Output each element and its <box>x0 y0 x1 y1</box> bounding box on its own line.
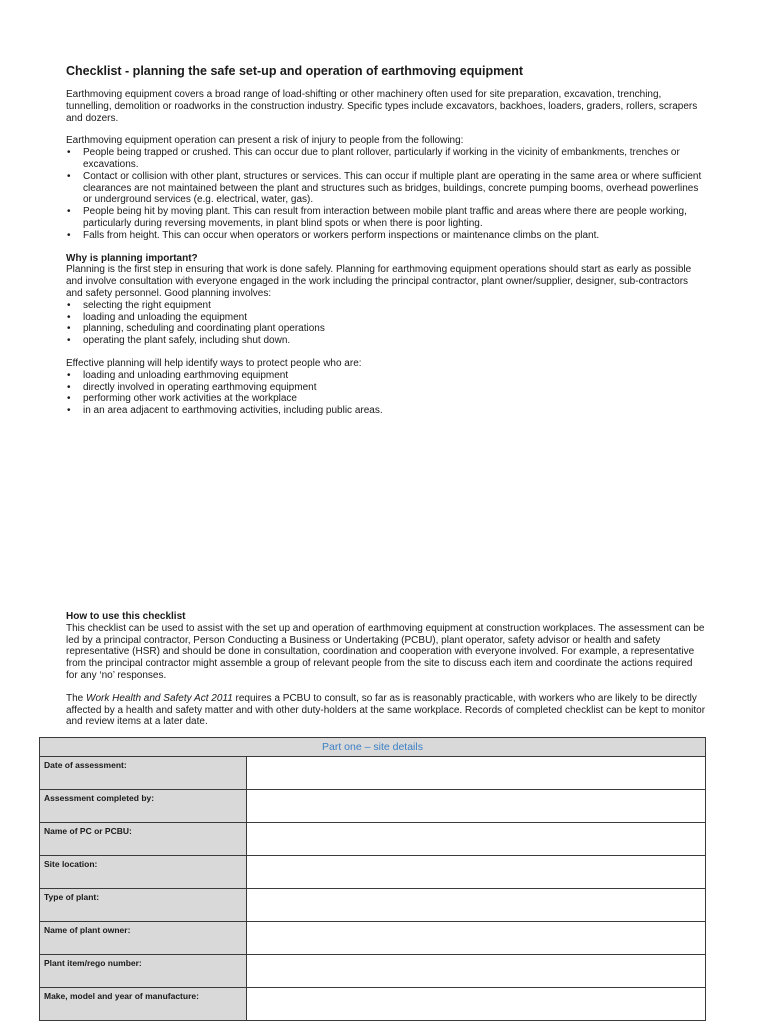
table-row <box>40 757 706 790</box>
row-label: Plant item/rego number: <box>40 955 247 988</box>
list-item: • People being hit by moving plant. This can result from interaction between mobile plant traffic and areas where there are people working, particularly during reversing movements, in plant blind spots or when there is poor lighting. <box>83 206 706 230</box>
protect-list <box>66 370 706 417</box>
table-row <box>40 856 706 889</box>
table-row <box>40 988 706 1021</box>
row-label: Assessment completed by: <box>40 790 247 823</box>
how-paragraph: This checklist can be used to assist with the set up and operation of earthmoving equipment at construction workplaces. The assessment can be led by a principal contractor, Person Conducting a Business or Undertaking (PCBU), plant operator, safety advisor or health and safety representative (HSR) and should be done in consultation, coordination and cooperation with everyone involved. For example, a representative from the principal contractor might assemble a group of relevant people from the site to discuss each item and coordinate the actions required for any ‘no’ responses. <box>66 622 705 681</box>
act-prefix: The <box>66 692 87 704</box>
table-heading: Part one – site details <box>40 738 706 757</box>
row-label: Name of PC or PCBU: <box>40 823 247 856</box>
site-location-field[interactable] <box>247 856 706 889</box>
assessment-completed-by-field[interactable] <box>247 790 706 823</box>
protect-section <box>66 358 706 417</box>
act-title: Work Health and Safety Act 2011 <box>86 692 233 704</box>
list-item: • Contact or collision with other plant, structures or services. This can occur if multiple plant are operating in the same area or where sufficient clearances are not maintained between the plant and structures such as bridges, buildings, concrete pumping booms, overhead powerlines or underground services (e.g. electrical, water, gas). <box>83 171 706 206</box>
why-heading: Why is planning important? <box>66 252 198 264</box>
how-heading: How to use this checklist <box>66 610 186 622</box>
how-section <box>66 611 706 682</box>
row-label: Date of assessment: <box>40 757 247 790</box>
make-model-year-field[interactable] <box>247 988 706 1021</box>
row-label: Site location: <box>40 856 247 889</box>
rego-number-field[interactable] <box>247 955 706 988</box>
planning-list <box>66 300 706 347</box>
plant-owner-field[interactable] <box>247 922 706 955</box>
pc-name-field[interactable] <box>247 823 706 856</box>
type-of-plant-field[interactable] <box>247 889 706 922</box>
act-suffix: requires a PCBU to consult, so far as is reasonably practicable, with workers who are likely to be directly affected by a health and safety matter and with other duty-holders at the same workplace. Records of completed checklist can be kept to monitor and review items at a later date. <box>66 692 706 728</box>
risk-intro: Earthmoving equipment operation can present a risk of injury to people from the following: <box>66 135 464 147</box>
list-item: • Falls from height. This can occur when operators or workers perform inspections or maintenance climbs on the plant. <box>83 230 706 242</box>
act-paragraph <box>66 693 706 728</box>
list-item: • planning, scheduling and coordinating plant operations <box>83 323 706 335</box>
row-label: Make, model and year of manufacture: <box>40 988 247 1021</box>
list-item: • selecting the right equipment <box>83 300 706 312</box>
table-row <box>40 922 706 955</box>
date-of-assessment-field[interactable] <box>247 757 706 790</box>
table-row <box>40 955 706 988</box>
blank-space <box>66 417 706 611</box>
why-paragraph: Planning is the first step in ensuring that work is done safely. Planning for earthmoving equipment operations should start as early as possible and involve consultation with everyone engaged in the work including the principal contractor, plant owner/supplier, designer, sub-contractors and safety personnel. Good planning involves: <box>66 264 692 299</box>
protect-intro: Effective planning will help identify ways to protect people who are: <box>66 357 362 369</box>
row-label: Name of plant owner: <box>40 922 247 955</box>
table-row <box>40 823 706 856</box>
list-item: • performing other work activities at the workplace <box>83 393 706 405</box>
list-item: • operating the plant safely, including shut down. <box>83 335 706 347</box>
table-row <box>40 790 706 823</box>
intro-paragraph: Earthmoving equipment covers a broad range of load-shifting or other machinery often used for site preparation, excavation, trenching, tunnelling, demolition or roadworks in the construction industry. Specific types include excavators, backhoes, loaders, graders, rollers, scrapers and dozers. <box>66 89 698 124</box>
risk-section <box>66 135 706 241</box>
list-item: • People being trapped or crushed. This can occur due to plant rollover, particularly if working in the vicinity of embankments, trenches or excavations. <box>83 147 706 171</box>
site-details-table <box>39 737 706 1021</box>
document-body <box>66 64 706 728</box>
list-item: • directly involved in operating earthmoving equipment <box>83 382 706 394</box>
list-item: • loading and unloading the equipment <box>83 312 706 324</box>
why-section <box>66 253 706 347</box>
row-label: Type of plant: <box>40 889 247 922</box>
list-item: • in an area adjacent to earthmoving activities, including public areas. <box>83 405 706 417</box>
risk-list <box>66 147 706 241</box>
list-item: • loading and unloading earthmoving equipment <box>83 370 706 382</box>
document-title: Checklist - planning the safe set-up and operation of earthmoving equipment <box>66 64 523 78</box>
table-row <box>40 889 706 922</box>
